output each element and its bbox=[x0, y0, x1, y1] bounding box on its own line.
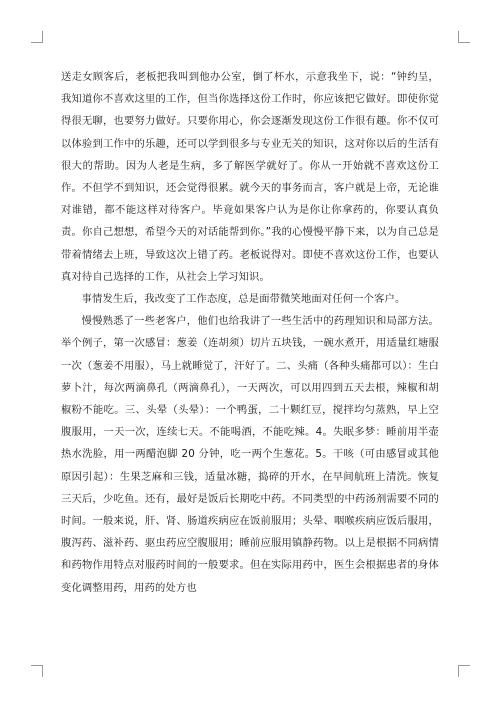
document-body bbox=[61, 66, 439, 599]
paragraph-3: 慢慢熟悉了一些老客户，他们也给我讲了一些生活中的药理知识和局部方法。举个例子，第一次感冒：葱姜（连胡须）切片五块钱，一碗水煮开，用适量红塘服一次（葱姜不用服），马上就睡觉了，汗好了。二、头痛（各种头痛都可以）：生白萝卜汁，每次两滴鼻孔（两滴鼻孔），一天两次，可以用四到五天去根，辣椒和胡椒粉不能吃。三、头晕（头晕）：一个鸭蛋，二十颗红豆，搅拌均匀蒸熟，早上空腹服用，一天一次，连续七天。不能喝酒，不能吃辣。4。失眠多梦：睡前用半壶热水洗脸，用一两醋泡脚 20 分钟，吃一两个生葱花。5。干咳（可由感冒或其他原因引起）：生果芝麻和三钱，适量冰糖，捣碎的开水，在早间航班上清洗。恢复三天后，少吃鱼。还有，最好是饭后长期吃中药。不同类型的中药汤剂需要不同的时间。一般来说，肝、肾、肠道疾病应在饭前服用；头晕、咽喉疾病应饭后服用，腹泻药、滋补药、驱虫药应空腹服用；睡前应服用镇静药物。以上是根据不同病情和药物作用特点对服药时间的一般要求。但在实际用药中，医生会根据患者的身体变化调整用药，用药的处方也 bbox=[61, 315, 439, 594]
crop-mark-top-left bbox=[31, 31, 43, 43]
crop-mark-bottom-left bbox=[31, 665, 43, 677]
crop-mark-bottom-right bbox=[458, 665, 470, 677]
crop-mark-top-right bbox=[458, 31, 470, 43]
paragraph-2: 事情发生后，我改变了工作态度，总是面带微笑地面对任何一个客户。 bbox=[81, 293, 406, 306]
paragraph-1: 送走女顾客后，老板把我叫到他办公室，倒了杯水，示意我坐下，说：“钟约呈，我知道你不喜欢这里的工作，但当你选择这份工作时，你应该把它做好。即使你觉得很无聊，也要努力做好。只要你用心，你会逐渐发现这份工作很有趣。你不仅可以体验到工作中的乐趣，还可以学到很多与专业无关的知识，这对你以后的生活有很大的帮助。因为人老是生病，多了解医学就好了。你从一开始就不喜欢这份工作。不但学不到知识，还会觉得很累。就今天的事务而言，客户就是上帝，无论谁对谁错，都不能这样对待客户。毕竟如果客户认为是你让你拿药的，你要认真负责。你自己想想，希望今天的对话能帮到你。”我的心慢慢平静下来，以为自己总是带着情绪去上班，导致这次上错了药。老板说得对。即使不喜欢这份工作，也要认真对待自己选择的工作，从社会上学习知识。 bbox=[61, 71, 439, 283]
